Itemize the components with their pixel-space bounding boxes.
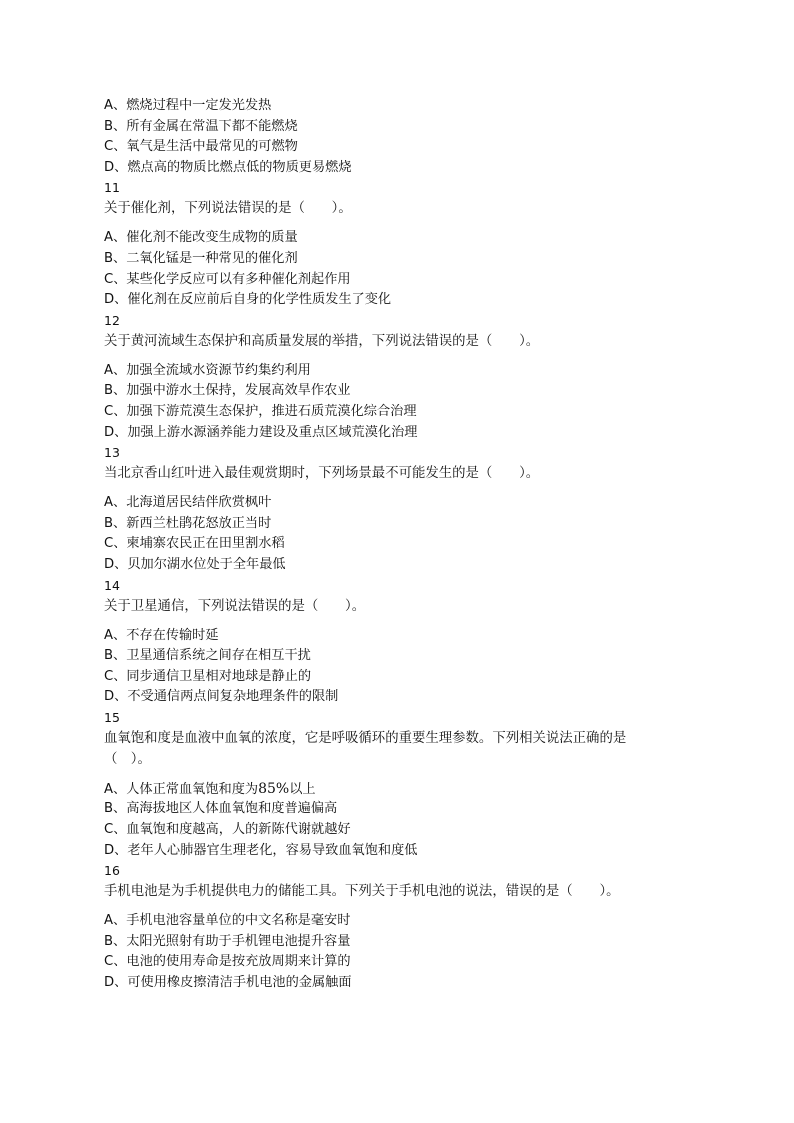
question-11 (104, 178, 704, 310)
option-a: A、手机电池容量单位的中文名称是毫安时 (104, 913, 351, 929)
option-b: B、所有金属在常温下都不能燃烧 (104, 118, 298, 134)
question-stem: 关于卫星通信，下列说法错误的是（ ）。 (104, 598, 366, 614)
lead-options (104, 96, 704, 178)
option-b: B、新西兰杜鹃花怒放正当时 (104, 515, 272, 531)
option-d: D、燃点高的物质比燃点低的物质更易燃烧 (104, 159, 352, 175)
question-number: 16 (104, 863, 120, 879)
option-b: B、太阳光照射有助于手机锂电池提升容量 (104, 933, 351, 949)
option-c: C、柬埔寨农民正在田里割水稻 (104, 536, 285, 552)
option-c: C、同步通信卫星相对地球是静止的 (104, 668, 312, 684)
option-a: A、加强全流域水资源节约集约利用 (104, 362, 311, 378)
option-a: A、不存在传输时延 (104, 627, 219, 643)
option-d: D、加强上游水源涵养能力建设及重点区域荒漠化治理 (104, 424, 418, 440)
question-number: 13 (104, 445, 120, 461)
option-c: C、血氧饱和度越高，人的新陈代谢就越好 (104, 822, 351, 838)
option-d: D、催化剂在反应前后自身的化学性质发生了变化 (104, 292, 392, 308)
question-16 (104, 861, 704, 993)
question-number: 12 (104, 312, 120, 328)
option-a-suffix: 以上 (289, 781, 316, 797)
option-c: C、加强下游荒漠生态保护，推进石质荒漠化综合治理 (104, 403, 417, 419)
question-14 (104, 576, 704, 708)
option-a: A、催化剂不能改变生成物的质量 (104, 230, 298, 246)
option-c: C、某些化学反应可以有多种催化剂起作用 (104, 271, 351, 287)
question-number: 14 (104, 577, 120, 593)
option-d: D、贝加尔湖水位处于全年最低 (104, 556, 286, 572)
option-b: B、加强中游水土保持，发展高效旱作农业 (104, 383, 351, 399)
question-stem: 关于黄河流域生态保护和高质量发展的举措，下列说法错误的是（ ）。 (104, 333, 540, 349)
question-number: 15 (104, 709, 120, 725)
question-12 (104, 311, 704, 443)
question-stem: 当北京香山红叶进入最佳观赏期时，下列场景最不可能发生的是（ ）。 (104, 466, 540, 482)
question-stem: 关于催化剂，下列说法错误的是（ ）。 (104, 201, 352, 217)
question-page (104, 96, 704, 994)
option-a-prefix: A、人体正常血氧饱和度为 (104, 781, 259, 797)
option-d: D、可使用橡皮擦清洁手机电池的金属触面 (104, 975, 352, 991)
option-d: D、老年人心肺器官生理老化，容易导致血氧饱和度低 (104, 842, 418, 858)
option-c: C、氧气是生活中最常见的可燃物 (104, 139, 298, 155)
question-stem: 血氧饱和度是血液中血氧的浓度，它是呼吸循环的重要生理参数。下列相关说法正确的是（ ）。 (104, 730, 627, 767)
question-13 (104, 443, 704, 575)
question-15 (104, 708, 704, 861)
question-stem: 手机电池是为手机提供电力的储能工具。下列关于手机电池的说法，错误的是（ ）。 (104, 884, 620, 900)
option-a: A、北海道居民结伴欣赏枫叶 (104, 495, 272, 511)
option-d: D、不受通信两点间复杂地理条件的限制 (104, 689, 339, 705)
option-b: B、二氧化锰是一种常见的催化剂 (104, 250, 298, 266)
option-a: A、燃烧过程中一定发光发热 (104, 98, 272, 113)
option-a (104, 779, 704, 800)
question-number: 11 (104, 180, 120, 196)
option-b: B、卫星通信系统之间存在相互干扰 (104, 648, 311, 664)
option-b: B、高海拔地区人体血氧饱和度普遍偏高 (104, 801, 338, 817)
option-c: C、电池的使用寿命是按充放周期来计算的 (104, 954, 351, 970)
option-a-value: 85% (258, 780, 290, 797)
